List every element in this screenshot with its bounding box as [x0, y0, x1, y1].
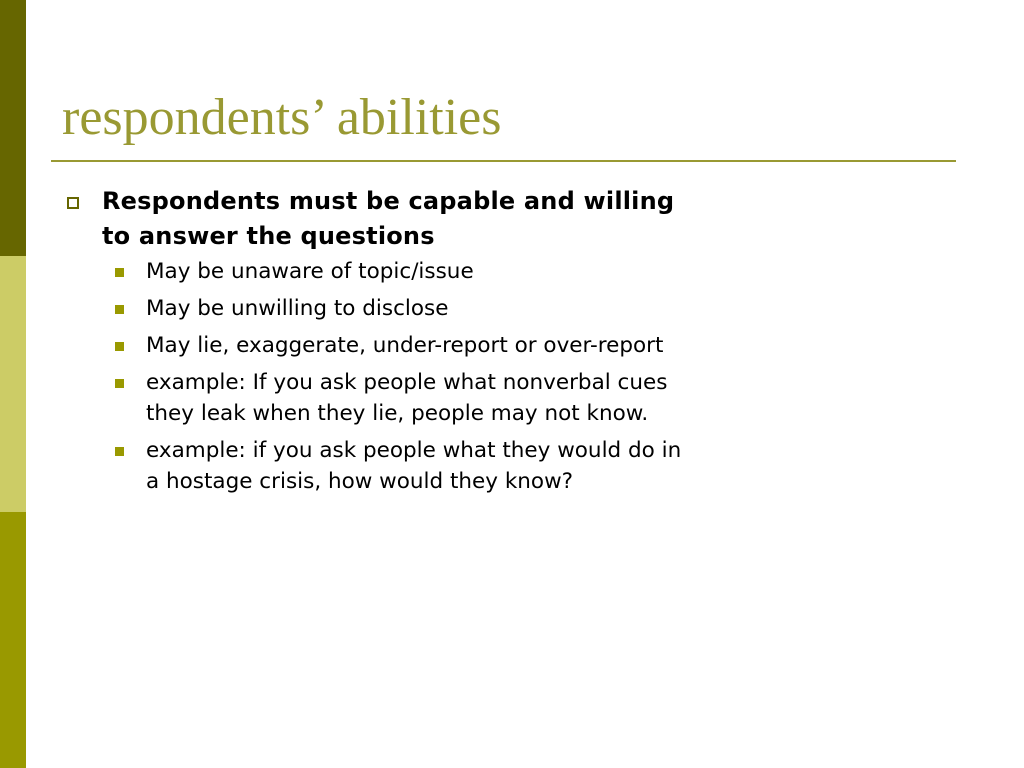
sub-bullet — [60, 330, 820, 361]
sidebar-top-block — [0, 0, 26, 256]
sub-bullet-line: May lie, exaggerate, under-report or over-report — [146, 333, 664, 358]
main-bullet-line: Respondents must be capable and willing — [102, 187, 675, 215]
sub-bullet-list — [60, 256, 820, 497]
sub-bullet-line: example: If you ask people what nonverbal cues — [146, 370, 668, 395]
square-bullet-icon — [115, 342, 124, 351]
sidebar-bottom-block — [0, 512, 26, 768]
sidebar-middle-block — [0, 256, 26, 512]
sub-bullet — [60, 256, 820, 287]
sub-bullet — [60, 293, 820, 324]
slide-body — [60, 184, 820, 503]
sub-bullet-line: a hostage crisis, how would they know? — [146, 469, 574, 494]
sub-bullet-line: May be unaware of topic/issue — [146, 259, 474, 284]
square-bullet-icon — [115, 305, 124, 314]
square-bullet-icon — [115, 379, 124, 388]
hollow-square-bullet-icon — [67, 197, 79, 209]
sub-bullet-line: May be unwilling to disclose — [146, 296, 449, 321]
sub-bullet-line: example: if you ask people what they would do in — [146, 438, 682, 463]
slide-title: respondents’ abilities — [62, 89, 502, 146]
sub-bullet — [60, 367, 820, 429]
sub-bullet — [60, 435, 820, 497]
main-bullet-line: to answer the questions — [102, 222, 435, 250]
square-bullet-icon — [115, 447, 124, 456]
square-bullet-icon — [115, 268, 124, 277]
sub-bullet-line: they leak when they lie, people may not know. — [146, 401, 649, 426]
title-underline — [51, 160, 956, 162]
main-bullet — [60, 184, 820, 254]
